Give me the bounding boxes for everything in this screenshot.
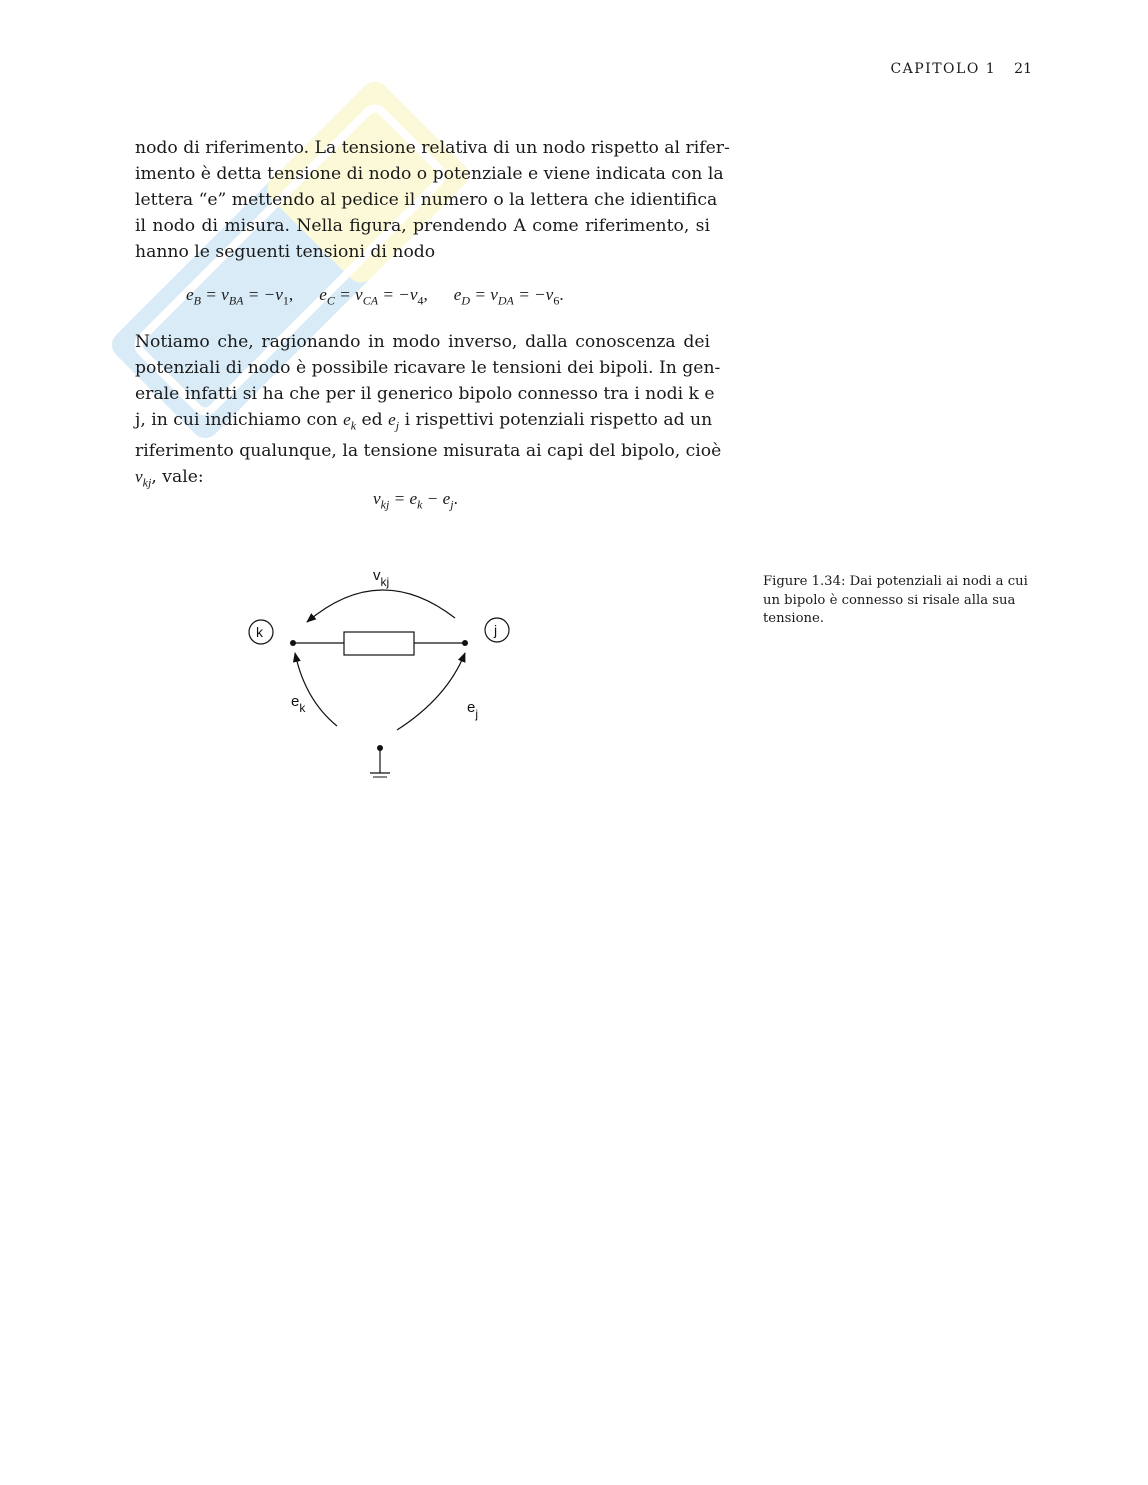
text-line: imento è detta tensione di nodo o potenziale e viene indicata con la — [135, 164, 724, 184]
arrow-ek — [295, 653, 337, 726]
text-line: Notiamo che, ragionando in modo inverso, dalla conoscenza dei — [135, 332, 710, 352]
text-line: riferimento qualunque, la tensione misurata ai capi del bipolo, cioè — [135, 441, 722, 462]
equation-node-voltages: $e_B = v_{BA} = -v_1$, $e_C = v_{CA} = -v_4$, $e_D = v_{DA} = -v_6$. — [186, 285, 564, 308]
label-ej: $e_j$ — [467, 699, 479, 721]
running-header — [890, 61, 1032, 77]
arrow-ej — [397, 653, 465, 730]
label-vkj: $v_{kj}$ — [373, 567, 390, 589]
page-number: 21 — [1014, 61, 1032, 77]
equation-vkj: $v_{kj} = e_k - e_j$. — [373, 489, 458, 512]
circuit-diagram — [235, 560, 525, 790]
paragraph-1 — [135, 135, 730, 265]
node-j-dot — [462, 640, 468, 646]
node-k-dot — [290, 640, 296, 646]
text-line: lettera “e” mettendo al pedice il numero o la lettera che idientifica — [135, 190, 718, 210]
label-ek: $e_k$ — [291, 693, 306, 715]
paragraph-2 — [135, 329, 722, 496]
text-line: erale infatti si ha che per il generico bipolo connesso tra i nodi k e — [135, 384, 715, 404]
text-line: nodo di riferimento. La tensione relativa di un nodo rispetto al rifer- — [135, 138, 730, 158]
text-line: il nodo di misura. Nella figura, prendendo A come riferimento, si — [135, 216, 710, 236]
text-line: potenziali di nodo è possibile ricavare le tensioni dei bipoli. In gen- — [135, 358, 721, 378]
text-line: hanno le seguenti tensioni di nodo — [135, 242, 436, 262]
node-k-label: k — [256, 624, 263, 640]
text-line: j, in cui indichiamo con $e_k$ ed $e_j$ i rispettivi potenziali rispetto ad un — [135, 410, 713, 433]
bipole-resistor — [344, 632, 414, 655]
node-j-label: j — [494, 622, 498, 638]
figure-caption: Figure 1.34: Dai potenziali ai nodi a cui un bipolo è connesso si risale alla sua tensione. — [763, 574, 1028, 626]
chapter-label: CAPITOLO 1 — [890, 61, 997, 77]
text-line: $v_{kj}$, vale: — [135, 467, 204, 490]
arrow-vkj — [307, 590, 455, 622]
